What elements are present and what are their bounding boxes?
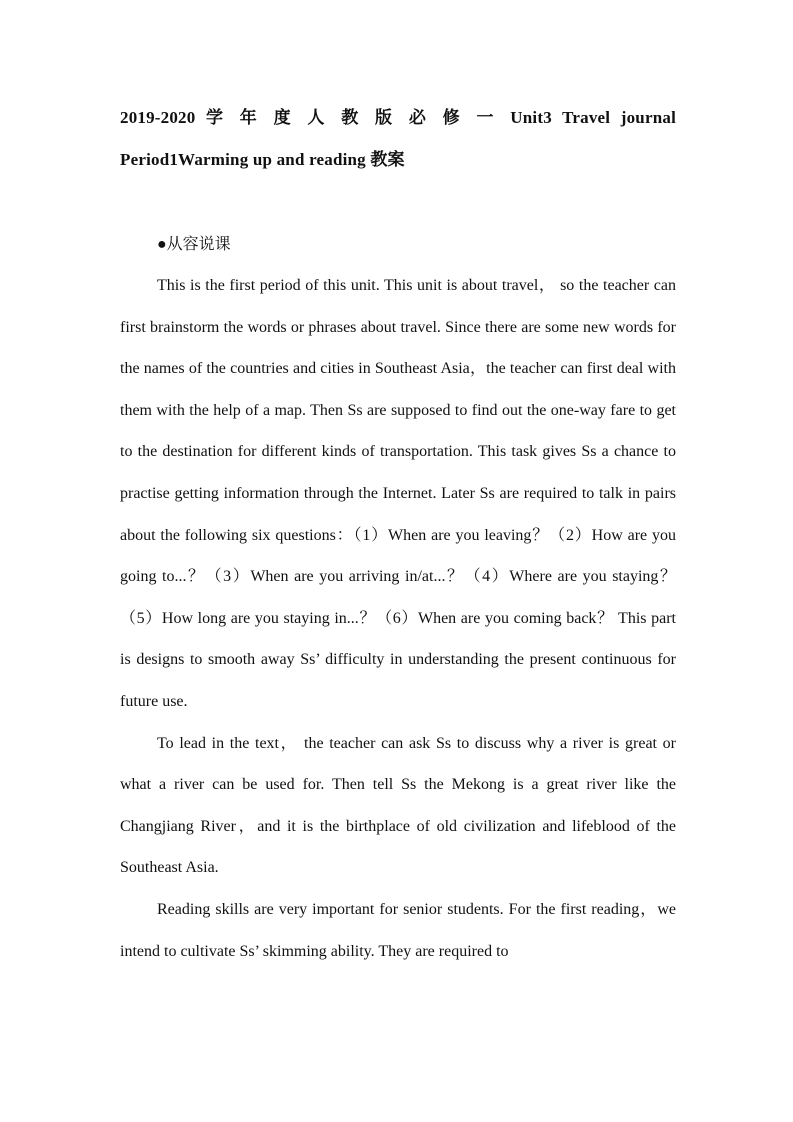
paragraph-1: This is the first period of this unit. This unit is about travel， so the teacher can first brainstorm the words or phrases about travel. Since there are some new words for the names of the countries and cities in Southeast Asia，the teacher can first deal with them with the help of a map. Then Ss are supposed to find out the one-way fare to get to the destination for different kinds of transportation. This task gives Ss a chance to practise getting information through the Internet. Later Ss are required to talk in pairs about the following six questions：（1）When are you leaving？（2）How are you going to...？（3）When are you arriving in/at...？（4）Where are you staying？（5）How long are you staying in...？（6）When are you coming back？ This part is designs to smooth away Ss’ difficulty in understanding the present continuous for future use.: [120, 277, 676, 710]
paragraph-3: Reading skills are very important for senior students. For the first reading，we intend to cultivate Ss’ skimming ability. They are required to: [120, 900, 676, 960]
document-title: [120, 97, 676, 181]
paragraph-2: To lead in the text， the teacher can ask Ss to discuss why a river is great or what a river can be used for. Then tell Ss the Mekong is a great river like the Changjiang River，and it is the birthplace of old civilization and lifeblood of the Southeast Asia.: [120, 734, 677, 877]
section-heading: ●从容说课: [157, 236, 231, 253]
title-line-1: 2019-2020 学 年 度 人 教 版 必 修 一 Unit3 Travel journal: [120, 108, 676, 127]
title-line-2: Period1Warming up and reading 教案: [120, 150, 405, 169]
document-body: [120, 97, 676, 972]
